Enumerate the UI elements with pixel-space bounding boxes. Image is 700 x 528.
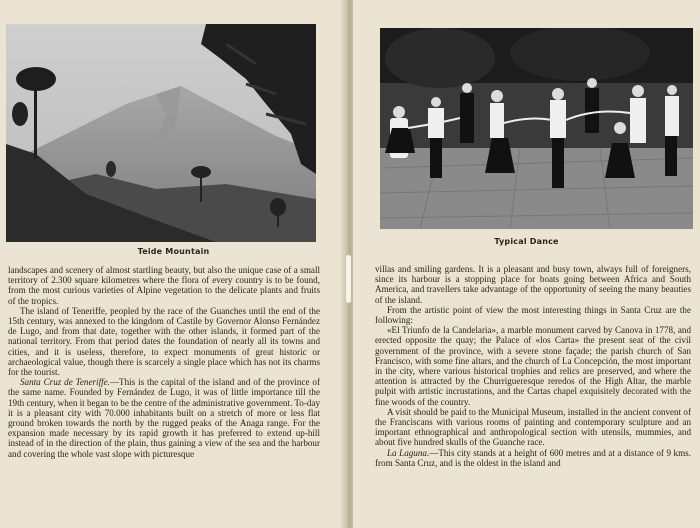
teide-mountain-caption: Teide Mountain xyxy=(137,247,210,256)
santa-cruz-text: —This is the capital of the island and of the province of the same name. Founded by Fernández de Lugo, it was of little importance till the 19th century, when it began to be the centre of the administrative government. To-day it is a pleasant city with 70.000 inhabitants built on a stretch of more or less flat ground broken towards the north by the rugged peaks of the Anaga range. For the expansion made necessary by its rapid growth it has preferred to extend up-hill instead of in the direction of the plain, thus gaining a view of the sea and the harbour and covering the whole vast slope with picturesque xyxy=(8,377,321,459)
right-paragraph-1: villas and smiling gardens. It is a pleasant and busy town, always full of foreigners, since its harbour is a stopping place for boats going between Africa and South America, and travellers take advantage of the opportunity of seeing the many beauties of the island. xyxy=(375,264,691,305)
left-paragraph-2: The island of Teneriffe, peopled by the race of the Guanches until the end of the 15th century, was annexed to the kingdom of Castile by Governor Alonso Fernández de Lugo, and from that date, together with the other islands, it formed part of the national territory. From that period dates the foundation of nearly all its towns and cities, and it is useless, therefore, to expect monuments of great historic or archaeological value, though there is scarcely a single place which has not its charms for the tourist. xyxy=(8,305,320,378)
santa-cruz-title: Santa Cruz de Teneriffe. xyxy=(20,377,110,388)
la-laguna-text: —This city stands at a height of 600 metres and at a distance of 9 kms. from Santa Cruz, and is the oldest in the island and xyxy=(375,447,691,468)
left-page-body xyxy=(8,265,320,459)
left-paragraph-1: landscapes and scenery of almost startling beauty, but also the unique case of a small territory of 2.300 square kilometres where the flora of every country is to be found, from the most curious varieties of Alpine vegetation to the delicate plants and fruits of the tropics. xyxy=(8,265,320,306)
typical-dance-caption: Typical Dance xyxy=(494,237,559,246)
right-page-body xyxy=(375,264,691,468)
la-laguna-paragraph xyxy=(375,448,691,468)
right-page xyxy=(353,0,700,528)
binding-thread xyxy=(346,255,351,303)
left-page xyxy=(0,0,347,528)
right-paragraph-4: A visit should be paid to the Municipal Museum, installed in the ancient convent of the Franciscans with various rooms of painting and contemporary sculpture and an important ethnographical and anthropological section with utensils, mummies, and about five hundred skulls of the Guanche race. xyxy=(375,406,691,448)
santa-cruz-paragraph xyxy=(8,377,320,459)
typical-dance-photo xyxy=(380,28,693,229)
right-paragraph-3: «El Triunfo de la Candelaria», a marble monument carved by Canova in 1778, and erected opposite the quay; the Palace of «los Carta» the present seat of the civil government of the province, with a severe stone façade; the parish church of San Francisco, with some fine altars, and the church of La Concepción, the most important in the city, where various historical trophies and relics are preserved, and where the attention is attracted by the Churrigueresque reredos of the High Altar, the marble pulpit with artistic incrustations, and the Cartas chapel exquisitely decorated with the fine woods of the country. xyxy=(375,325,691,407)
right-paragraph-2: From the artistic point of view the most interesting things in Santa Cruz are the following: xyxy=(375,304,691,326)
la-laguna-title: La Laguna. xyxy=(387,447,430,458)
teide-mountain-photo xyxy=(6,24,316,242)
